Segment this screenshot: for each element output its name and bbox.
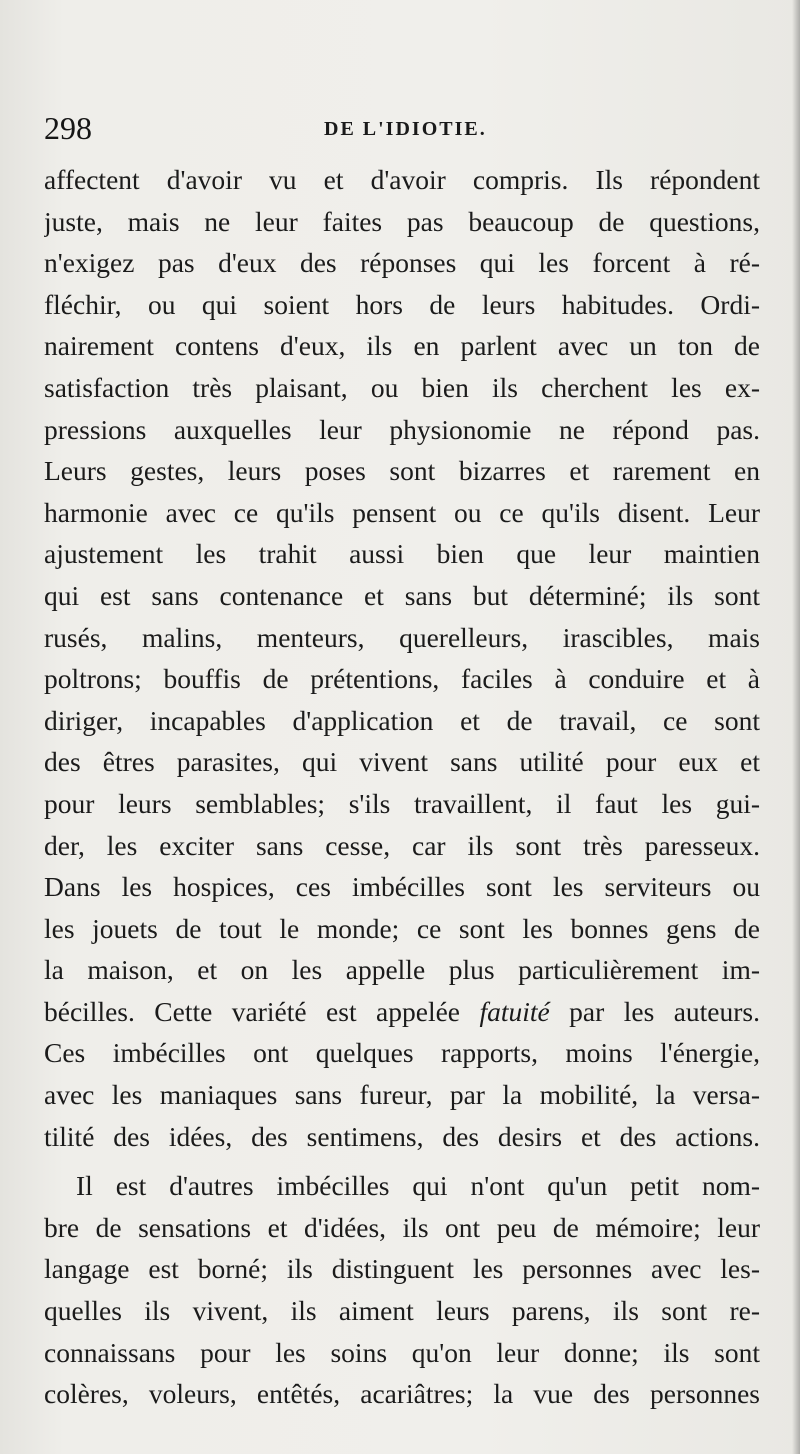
text-line: les jouets de tout le monde; ce sont les bonnes gens de <box>44 912 760 944</box>
running-title: DE L'IDIOTIE. <box>324 118 487 140</box>
text-line: diriger, incapables d'application et de travail, ce sont <box>44 704 760 736</box>
paragraph-1 <box>44 159 760 1157</box>
text-line: rusés, malins, menteurs, querelleurs, irascibles, mais <box>44 621 760 653</box>
text-line: Leurs gestes, leurs poses sont bizarres et rarement en <box>44 455 760 487</box>
text-line: affectent d'avoir vu et d'avoir compris. Ils répondent <box>44 164 760 195</box>
text-line: tilité des idées, des sentimens, des desirs et des actions. <box>44 1120 760 1152</box>
text-line: pressions auxquelles leur physionomie ne répond pas. <box>44 413 760 445</box>
italic-term: fatuité <box>479 995 550 1027</box>
text-line: connaissans pour les soins qu'on leur donne; ils sont <box>44 1336 760 1368</box>
text-line: langage est borné; ils distinguent les personnes avec les- <box>44 1253 760 1285</box>
page-edge-shadow <box>792 0 800 1454</box>
text-segment: bécilles. Cette variété est appelée <box>44 995 480 1027</box>
text-line: juste, mais ne leur faites pas beaucoup de questions, <box>44 205 760 237</box>
text-line: fléchir, ou qui soient hors de leurs habitudes. Ordi- <box>44 288 760 320</box>
text-line: avec les maniaques sans fureur, par la mobilité, la versa- <box>44 1079 760 1111</box>
text-line: colères, voleurs, entêtés, acariâtres; la vue des personnes <box>44 1378 760 1410</box>
text-line: quelles ils vivent, ils aiment leurs parens, ils sont re- <box>44 1295 760 1327</box>
text-line: satisfaction très plaisant, ou bien ils cherchent les ex- <box>44 371 760 403</box>
running-head <box>44 108 760 148</box>
text-line: Dans les hospices, ces imbécilles sont les serviteurs ou <box>44 871 760 903</box>
text-line: nairement contens d'eux, ils en parlent avec un ton de <box>44 330 760 362</box>
text-line: n'exigez pas d'eux des réponses qui les forcent à ré- <box>44 247 760 279</box>
paragraph-gap <box>44 1157 760 1165</box>
text-line: poltrons; bouffis de prétentions, faciles à conduire et à <box>44 663 760 695</box>
text-line: qui est sans contenance et sans but déterminé; ils sont <box>44 579 760 611</box>
text-line: pour leurs semblables; s'ils travaillent, il faut les gui- <box>44 787 760 819</box>
text-line: Il est d'autres imbécilles qui n'ont qu'un petit nom- <box>76 1170 760 1202</box>
text-segment: par les auteurs. <box>549 995 760 1027</box>
text-line: Ces imbécilles ont quelques rapports, moins l'énergie, <box>44 1037 760 1069</box>
text-line: harmonie avec ce qu'ils pensent ou ce qu'ils disent. Leur <box>44 496 760 528</box>
body-text <box>44 159 760 1415</box>
page-number: 298 <box>44 110 92 146</box>
text-line-with-italic <box>44 991 760 1033</box>
text-line: ajustement les trahit aussi bien que leur maintien <box>44 538 760 570</box>
text-line: der, les exciter sans cesse, car ils sont très paresseux. <box>44 829 760 861</box>
text-line: la maison, et on les appelle plus particulièrement im- <box>44 954 760 986</box>
text-line: des êtres parasites, qui vivent sans utilité pour eux et <box>44 746 760 778</box>
text-line: bre de sensations et d'idées, ils ont peu de mémoire; leur <box>44 1211 760 1243</box>
paragraph-2 <box>44 1165 760 1415</box>
